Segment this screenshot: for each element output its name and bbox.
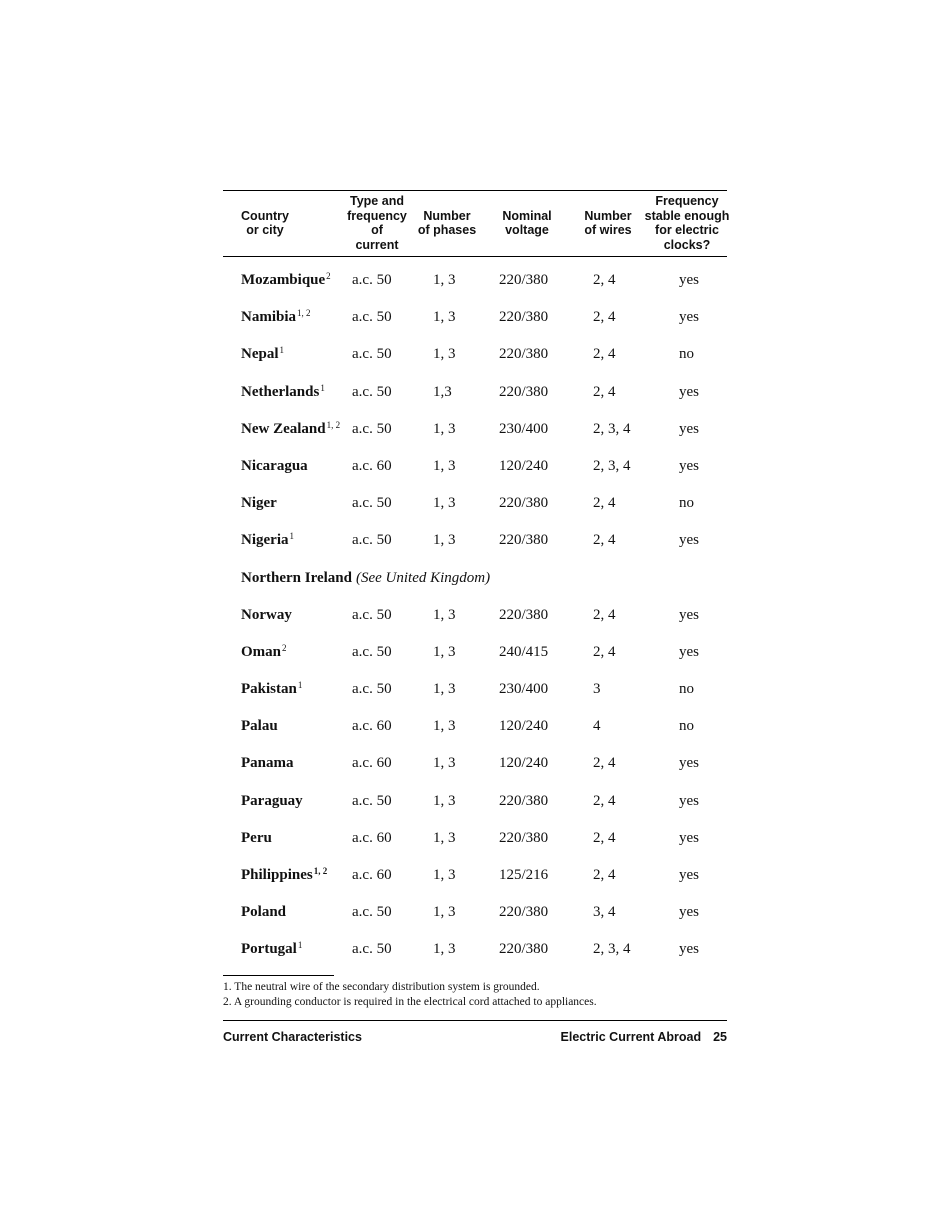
country-cell [241, 485, 277, 522]
wires-cell: 2, 4 [593, 346, 616, 363]
header-wires: Number of wires [584, 208, 632, 237]
country-cell [241, 783, 303, 820]
current-type-cell: a.c. 50 [352, 420, 392, 437]
current-type-cell: a.c. 60 [352, 867, 392, 883]
current-type-cell: a.c. 60 [352, 457, 392, 474]
country-name: Paraguay [241, 792, 303, 809]
wires-cell: 3, 4 [593, 904, 616, 921]
voltage-cell: 220/380 [499, 941, 549, 958]
country-name: Niger [241, 495, 277, 512]
voltage-cell: 220/380 [499, 829, 549, 846]
clock-stable-cell: yes [679, 606, 699, 623]
voltage-cell: 220/380 [499, 346, 549, 363]
table-row [223, 299, 727, 336]
country-name: Namibia [241, 309, 297, 326]
country-name: New Zealand [241, 420, 326, 437]
current-type-cell: a.c. 50 [352, 681, 392, 698]
footnote-ref: 1, 2 [313, 866, 328, 876]
clock-stable-cell: yes [679, 904, 699, 921]
clock-stable-cell: yes [679, 643, 699, 660]
country-cell [241, 708, 278, 745]
current-type-cell: a.c. 50 [352, 383, 392, 400]
country-cell [241, 448, 308, 485]
country-cell [241, 522, 294, 559]
voltage-cell: 230/400 [499, 420, 549, 437]
voltage-cell: 125/216 [499, 867, 549, 883]
country-name: Nigeria [241, 532, 289, 549]
wires-cell: 2, 3, 4 [593, 457, 631, 474]
table-row [223, 820, 727, 857]
country-cell [241, 634, 287, 671]
footnote-ref: 1 [279, 345, 284, 356]
clock-stable-cell: yes [679, 532, 699, 549]
country-name: Peru [241, 829, 272, 846]
table-row [223, 411, 727, 448]
table-body [223, 262, 727, 969]
footer-section-title: Current Characteristics [223, 1030, 362, 1044]
footnote-ref: 1, 2 [326, 419, 341, 430]
country-name: Nicaragua [241, 457, 308, 474]
voltage-cell: 220/380 [499, 904, 549, 921]
clock-stable-cell: yes [679, 792, 699, 809]
current-type-cell: a.c. 50 [352, 272, 392, 288]
voltage-cell: 120/240 [499, 457, 549, 474]
table-row [223, 336, 727, 373]
voltage-cell: 120/240 [499, 718, 549, 735]
clock-stable-cell: yes [679, 457, 699, 474]
table-header [223, 190, 730, 256]
current-type-cell: a.c. 50 [352, 532, 392, 549]
table-row [223, 857, 727, 894]
wires-cell: 2, 3, 4 [593, 420, 631, 437]
table-row [223, 931, 727, 968]
table-row [223, 522, 727, 559]
footnote-ref: 1 [289, 531, 294, 542]
table-row [223, 448, 727, 485]
voltage-cell: 220/380 [499, 272, 549, 288]
wires-cell: 2, 4 [593, 643, 616, 660]
clock-stable-cell: no [679, 681, 694, 698]
country-cell [241, 671, 302, 708]
table-row [223, 671, 727, 708]
phases-cell: 1, 3 [433, 643, 456, 660]
table-row [223, 262, 727, 299]
phases-cell: 1, 3 [433, 904, 456, 921]
table-row [223, 597, 727, 634]
voltage-cell: 230/400 [499, 681, 549, 698]
table-row [223, 783, 727, 820]
current-type-cell: a.c. 50 [352, 904, 392, 921]
footnote-2: 2. A grounding conductor is required in the electrical cord attached to appliances. [223, 996, 597, 1008]
country-name: Mozambique [241, 272, 326, 288]
country-name: Nepal [241, 346, 279, 363]
country-name: Pakistan [241, 681, 297, 698]
country-name: Northern Ireland [241, 569, 352, 586]
voltage-cell: 240/415 [499, 643, 549, 660]
table-header-rule [223, 256, 727, 257]
table-row [223, 485, 727, 522]
wires-cell: 2, 4 [593, 495, 616, 512]
country-name: Netherlands [241, 383, 320, 400]
country-name: Poland [241, 904, 287, 921]
current-type-cell: a.c. 50 [352, 792, 392, 809]
country-name: Portugal [241, 941, 297, 958]
country-cell [241, 411, 340, 448]
wires-cell: 2, 4 [593, 272, 616, 288]
wires-cell: 3 [593, 681, 601, 698]
footer-rule [223, 1020, 727, 1021]
clock-stable-cell: yes [679, 755, 699, 772]
country-cell [241, 820, 272, 857]
clock-stable-cell: yes [679, 941, 699, 958]
current-type-cell: a.c. 50 [352, 495, 392, 512]
footer-book-title [561, 1030, 727, 1044]
wires-cell: 2, 4 [593, 829, 616, 846]
country-cell [241, 857, 327, 894]
wires-cell: 2, 4 [593, 792, 616, 809]
current-type-cell: a.c. 50 [352, 346, 392, 363]
clock-stable-cell: yes [679, 272, 699, 288]
table-row [223, 374, 727, 411]
see-reference: (See United Kingdom) [355, 569, 491, 586]
header-type-frequency: Type and frequency of current [347, 194, 407, 252]
header-country: Country or city [241, 208, 289, 237]
footnote-rule [223, 975, 334, 976]
clock-stable-cell: yes [679, 309, 699, 326]
phases-cell: 1, 3 [433, 420, 456, 437]
footnote-ref: 1 [297, 680, 303, 691]
voltage-cell: 220/380 [499, 606, 549, 623]
country-name: Norway [241, 606, 292, 623]
footnote-ref: 2 [326, 271, 331, 281]
phases-cell: 1,3 [433, 383, 452, 400]
footnote-ref: 1, 2 [297, 308, 311, 319]
phases-cell: 1, 3 [433, 532, 456, 549]
wires-cell: 2, 4 [593, 867, 616, 883]
voltage-cell: 120/240 [499, 755, 549, 772]
phases-cell: 1, 3 [433, 681, 456, 698]
header-voltage: Nominal voltage [502, 208, 552, 237]
wires-cell: 2, 4 [593, 532, 616, 549]
country-cell [241, 299, 311, 336]
country-cell [241, 374, 325, 411]
footnote-ref: 2 [282, 642, 287, 653]
wires-cell: 2, 4 [593, 606, 616, 623]
country-name: Palau [241, 718, 278, 735]
table-row [223, 634, 727, 671]
current-type-cell: a.c. 50 [352, 309, 392, 326]
voltage-cell: 220/380 [499, 495, 549, 512]
clock-stable-cell: no [679, 495, 694, 512]
table-row [223, 894, 727, 931]
wires-cell: 2, 4 [593, 309, 616, 326]
footnotes [223, 980, 743, 1010]
voltage-cell: 220/380 [499, 792, 549, 809]
table-row [223, 708, 727, 745]
wires-cell: 2, 3, 4 [593, 941, 631, 958]
footer-book-name: Electric Current Abroad [560, 1030, 702, 1044]
phases-cell: 1, 3 [433, 606, 456, 623]
phases-cell: 1, 3 [433, 867, 456, 883]
page-number: 25 [713, 1030, 727, 1044]
current-type-cell: a.c. 60 [352, 718, 392, 735]
country-name: Panama [241, 755, 294, 772]
clock-stable-cell: yes [679, 383, 699, 400]
country-cell [241, 262, 331, 299]
country-cell [241, 745, 294, 782]
voltage-cell: 220/380 [499, 383, 549, 400]
clock-stable-cell: yes [679, 867, 699, 883]
phases-cell: 1, 3 [433, 792, 456, 809]
phases-cell: 1, 3 [433, 829, 456, 846]
country-cell [241, 597, 292, 634]
clock-stable-cell: no [679, 718, 694, 735]
note-cell [241, 560, 490, 597]
footnote-ref: 1 [320, 382, 325, 393]
phases-cell: 1, 3 [433, 346, 456, 363]
country-name: Oman [241, 643, 282, 660]
country-name: Philippines [241, 867, 313, 883]
phases-cell: 1, 3 [433, 718, 456, 735]
footnote-ref: 1 [297, 940, 303, 951]
wires-cell: 2, 4 [593, 755, 616, 772]
clock-stable-cell: yes [679, 420, 699, 437]
clock-stable-cell: no [679, 346, 694, 363]
current-type-cell: a.c. 50 [352, 643, 392, 660]
wires-cell: 4 [593, 718, 601, 735]
phases-cell: 1, 3 [433, 941, 456, 958]
voltage-cell: 220/380 [499, 532, 549, 549]
voltage-cell: 220/380 [499, 309, 549, 326]
current-type-cell: a.c. 50 [352, 941, 392, 958]
phases-cell: 1, 3 [433, 755, 456, 772]
current-type-cell: a.c. 50 [352, 606, 392, 623]
phases-cell: 1, 3 [433, 272, 456, 288]
phases-cell: 1, 3 [433, 457, 456, 474]
current-type-cell: a.c. 60 [352, 755, 392, 772]
current-type-cell: a.c. 60 [352, 829, 392, 846]
footnote-1: 1. The neutral wire of the secondary distribution system is grounded. [223, 981, 540, 993]
header-clocks: Frequency stable enough for electric clocks? [644, 194, 730, 252]
country-cell [241, 894, 286, 931]
page-footer [223, 1030, 727, 1046]
table-note-row [223, 560, 727, 597]
phases-cell: 1, 3 [433, 309, 456, 326]
table-row [223, 745, 727, 782]
phases-cell: 1, 3 [433, 495, 456, 512]
clock-stable-cell: yes [679, 829, 699, 846]
country-cell [241, 336, 284, 373]
wires-cell: 2, 4 [593, 383, 616, 400]
country-cell [241, 931, 302, 968]
header-phases: Number of phases [417, 208, 477, 237]
